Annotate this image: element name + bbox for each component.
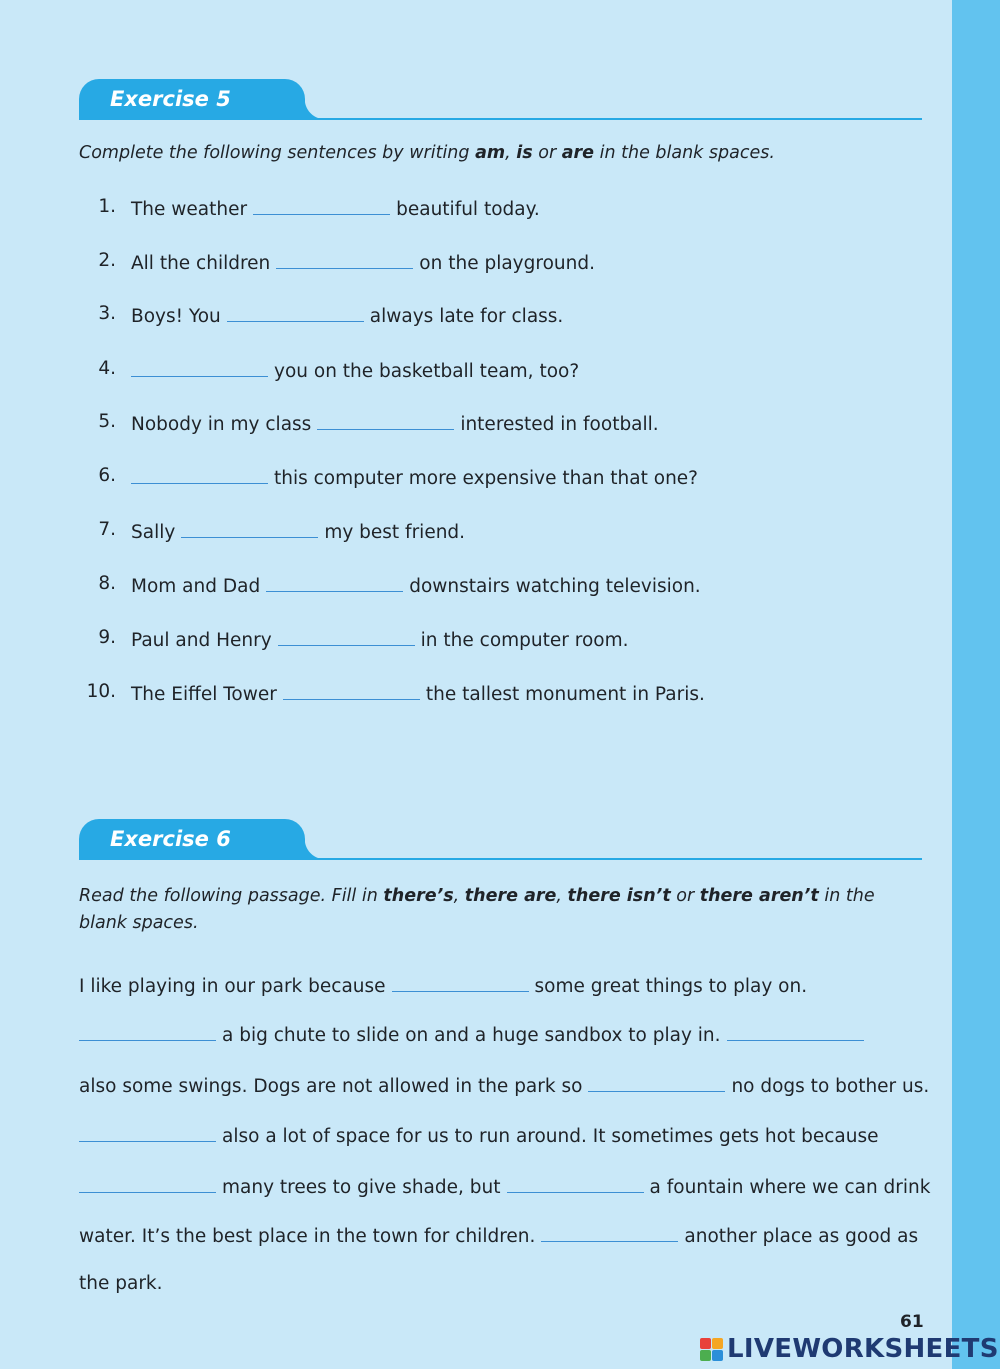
exercise-5-header	[79, 79, 922, 121]
answer-blank[interactable]	[253, 196, 390, 215]
sentence-end: you on the basketball team, too?	[274, 361, 580, 382]
passage-text: I like playing in our park because	[79, 976, 386, 997]
item-sentence	[131, 627, 629, 651]
passage-text: a big chute to slide on and a huge sandbox to play in.	[222, 1025, 721, 1046]
exercise-6-rule	[79, 858, 922, 860]
answer-blank[interactable]	[266, 573, 403, 592]
exercise-5-tab	[79, 79, 305, 119]
answer-blank[interactable]	[131, 358, 268, 377]
passage-line-2	[79, 1022, 870, 1046]
sentence-start: Nobody in my class	[131, 414, 312, 435]
liveworksheets-logo-icon	[700, 1338, 723, 1361]
liveworksheets-brand[interactable]	[700, 1334, 999, 1364]
passage-line-1	[79, 973, 807, 997]
passage-text: no dogs to bother us.	[731, 1076, 930, 1097]
item-sentence	[131, 303, 563, 327]
passage-text: also some swings. Dogs are not allowed in the park so	[79, 1076, 583, 1097]
exercise-5-instruction: Complete the following sentences by writing am, is or are in the blank spaces.	[79, 143, 775, 163]
item-number: 3.	[98, 303, 116, 324]
item-sentence	[131, 411, 659, 435]
answer-blank[interactable]	[79, 1022, 216, 1041]
sentence-start: Paul and Henry	[131, 630, 272, 651]
passage-text: also a lot of space for us to run around. It sometimes gets hot because	[222, 1126, 879, 1147]
sentence-start: Mom and Dad	[131, 576, 261, 597]
item-number: 9.	[98, 627, 116, 648]
answer-blank[interactable]	[507, 1174, 644, 1193]
item-sentence	[131, 681, 705, 705]
item-number: 5.	[98, 411, 116, 432]
exercise-6-title: Exercise 6	[110, 827, 231, 851]
sentence-start: All the children	[131, 253, 271, 274]
passage-text: many trees to give shade, but	[222, 1177, 501, 1198]
side-color-band	[952, 0, 1000, 1369]
item-number: 1.	[98, 196, 116, 217]
exercise-5-title: Exercise 5	[110, 87, 231, 111]
exercise-6-instruction: Read the following passage. Fill in there’s, there are, there isn’t or there aren’t in the blank spaces.	[79, 886, 875, 933]
sentence-end: in the computer room.	[420, 630, 629, 651]
answer-blank[interactable]	[227, 303, 364, 322]
passage-text: the park.	[79, 1273, 163, 1294]
answer-blank[interactable]	[283, 681, 420, 700]
item-number: 2.	[98, 250, 116, 271]
item-sentence	[131, 250, 595, 274]
answer-blank[interactable]	[317, 411, 454, 430]
answer-blank[interactable]	[276, 250, 413, 269]
sentence-start: The Eiffel Tower	[131, 684, 277, 705]
item-sentence	[131, 465, 698, 489]
item-number: 6.	[98, 465, 116, 486]
item-sentence	[131, 573, 701, 597]
item-number: 10.	[86, 681, 116, 702]
exercise-6-header	[79, 819, 922, 861]
passage-line-7	[79, 1273, 163, 1294]
sentence-end: this computer more expensive than that one?	[274, 468, 699, 489]
passage-text: some great things to play on.	[534, 976, 808, 997]
answer-blank[interactable]	[278, 627, 415, 646]
answer-blank[interactable]	[79, 1123, 216, 1142]
sentence-end: downstairs watching television.	[409, 576, 701, 597]
passage-text: a fountain where we can drink	[649, 1177, 931, 1198]
item-number: 7.	[98, 519, 116, 540]
sentence-end: my best friend.	[324, 522, 466, 543]
item-sentence	[131, 358, 579, 382]
item-number: 4.	[98, 358, 116, 379]
exercise-6-tab	[79, 819, 305, 859]
answer-blank[interactable]	[392, 973, 529, 992]
passage-text: another place as good as	[684, 1226, 919, 1247]
answer-blank[interactable]	[588, 1073, 725, 1092]
sentence-end: always late for class.	[369, 306, 564, 327]
passage-text: water. It’s the best place in the town for children.	[79, 1226, 536, 1247]
passage-line-4	[79, 1123, 878, 1147]
sentence-end: the tallest monument in Paris.	[425, 684, 705, 705]
answer-blank[interactable]	[181, 519, 318, 538]
brand-name: LIVEWORKSHEETS	[727, 1334, 999, 1364]
answer-blank[interactable]	[541, 1223, 678, 1242]
item-number: 8.	[98, 573, 116, 594]
sentence-start: The weather	[131, 199, 248, 220]
sentence-end: interested in football.	[460, 414, 659, 435]
item-sentence	[131, 519, 465, 543]
answer-blank[interactable]	[131, 465, 268, 484]
sentence-start: Sally	[131, 522, 176, 543]
page-number: 61	[900, 1312, 924, 1332]
passage-line-6	[79, 1223, 918, 1247]
sentence-end: on the playground.	[419, 253, 595, 274]
sentence-start: Boys! You	[131, 306, 221, 327]
passage-line-3	[79, 1073, 929, 1097]
answer-blank[interactable]	[727, 1022, 864, 1041]
sentence-end: beautiful today.	[396, 199, 540, 220]
item-sentence	[131, 196, 540, 220]
exercise-5-rule	[79, 118, 922, 120]
passage-line-5	[79, 1174, 930, 1198]
answer-blank[interactable]	[79, 1174, 216, 1193]
